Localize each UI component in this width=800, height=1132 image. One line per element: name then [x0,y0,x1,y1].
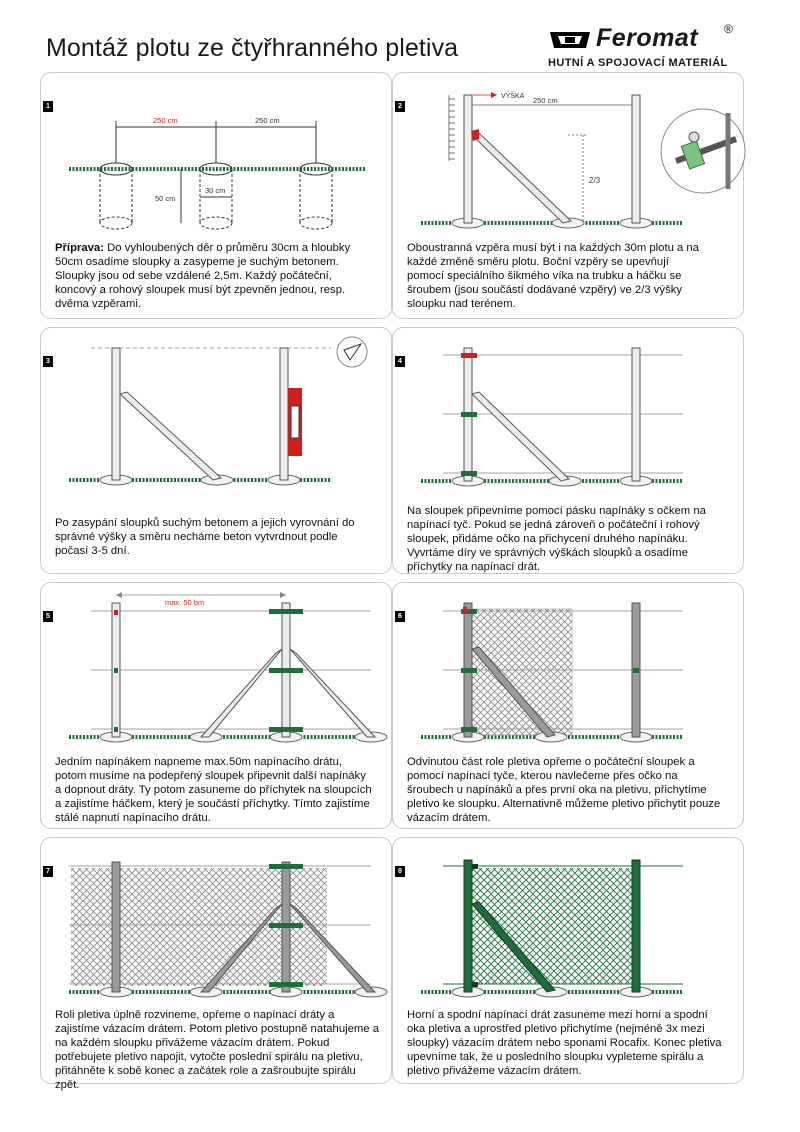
dist-label: 250 cm [533,96,558,105]
step-number: 1 [43,101,53,112]
width-label: 30 cm [205,186,226,195]
step-description [407,241,707,311]
step-panel-4 [392,327,744,574]
body-text: Jedním napínákem napneme max.50m napínacího drátu, potom musíme na podepřený sloupek připevnit další napínáky a dopnout dráty. Ty potom zasuneme do příchytek na sloupcích a zajistíme háčkem, který je součástí příchytky. Tímto zajistíme stálé napnutí napínacího drátu. [55,756,372,824]
dist-label-2: 250 cm [255,116,280,125]
step-number: 7 [43,866,53,877]
dist-label-1: 250 cm [153,116,178,125]
step-description [407,1008,729,1078]
step-description [407,755,727,825]
step-panel-2 [392,72,744,319]
ratio-label: 2/3 [589,176,601,185]
step-panel-5 [40,582,392,829]
body-text: Horní a spodní napínací drát zasuneme mezi horní a spodní oka pletiva a uprostřed pletivo přichytíme (nejméně 3x mezi sloupky) vázacím drátem nebo sponami Rocafix. Konec pletiva upevníme tak, že u posledního sloupku vypleteme spirálu a pletivo přivážeme vázacím drátem. [407,1009,722,1077]
step-panel-1 [40,72,392,319]
step-number: 3 [43,356,53,367]
step-number: 5 [43,611,53,622]
depth-label: 50 cm [155,194,176,203]
brand-logo [548,24,768,74]
page-title: Montáž plotu ze čtyřhranného pletiva [46,34,459,62]
body-text: Odvinutou část role pletiva opřeme o počáteční sloupek a pomocí napínací tyče, kterou navlečeme přes očko na šroubech u napínáků a přes první oka na pletivu, přichytíme pletivo ke sloupku. Alternativně můžeme pletivo přichytit pouze vázacím drátem. [407,756,721,824]
step-panel-7 [40,837,392,1091]
step-number: 4 [395,356,405,367]
step-panel-8 [392,837,744,1084]
brand-tagline: HUTNÍ A SPOJOVACÍ MATERIÁL [548,57,728,69]
feromat-logo-icon [548,28,592,52]
step-description [55,516,355,558]
body-text: Roli pletiva úplně rozvineme, opřeme o napínací dráty a zajistíme vázacím drátem. Potom pletivo postupně natahujeme a na každém sloupku přivážeme vázacím drátem. Pokud potřebujete pletivo napojit, vytočte poslední spirálu na pletivu, přitáhněte k sobě konec a začátek role a zašroubujte spirálu zpět. [55,1009,380,1091]
height-label: VÝŠKA [501,93,525,100]
step-description [55,1008,381,1092]
step-description [55,755,375,825]
step-description [55,241,365,311]
max-length-label: max. 50 bm [165,598,205,607]
step-panel-3 [40,327,392,574]
body-text: Oboustranná vzpěra musí být i na každých 30m plotu a na každé změně směru plotu. Boční vzpěry se upevňují pomocí speciálního šikmého víka na trubku a háčku se šroubem (jsou součástí dodávané vzpěry) ve 2/3 výšky sloupku nad terénem. [407,242,699,310]
brand-registered: ® [724,22,733,36]
step-number: 6 [395,611,405,622]
body-text: Na sloupek připevníme pomocí pásku napínáky s očkem na napínací tyč. Pokud se jedná zároveň o počáteční i rohový sloupek, přidáme očko na přichycení druhého napínáku. Vyvrtáme díry ve správných výškách sloupků a osadíme příchytky na napínací drát. [407,505,706,573]
brand-name: Feromat [596,24,699,52]
body-text: Po zasypání sloupků suchým betonem a jejich vyrovnání do správné výšky a směru necháme beton vytvrdnout podle počasí 3-5 dní. [55,517,355,557]
lead-text: Příprava: [55,242,104,254]
step-description [407,504,717,574]
body-text: Do vyhloubených děr o průměru 30cm a hloubky 50cm osadíme sloupky a zasypeme je suchým betonem. Sloupky jsou od sebe vzdálené 2,5m. Každý počáteční, koncový a rohový sloupek musí být zpevněn jednou, resp. dvěma vzpěrami. [55,242,351,310]
step-number: 8 [395,866,405,877]
step-number: 2 [395,101,405,112]
step-panel-6 [392,582,744,829]
